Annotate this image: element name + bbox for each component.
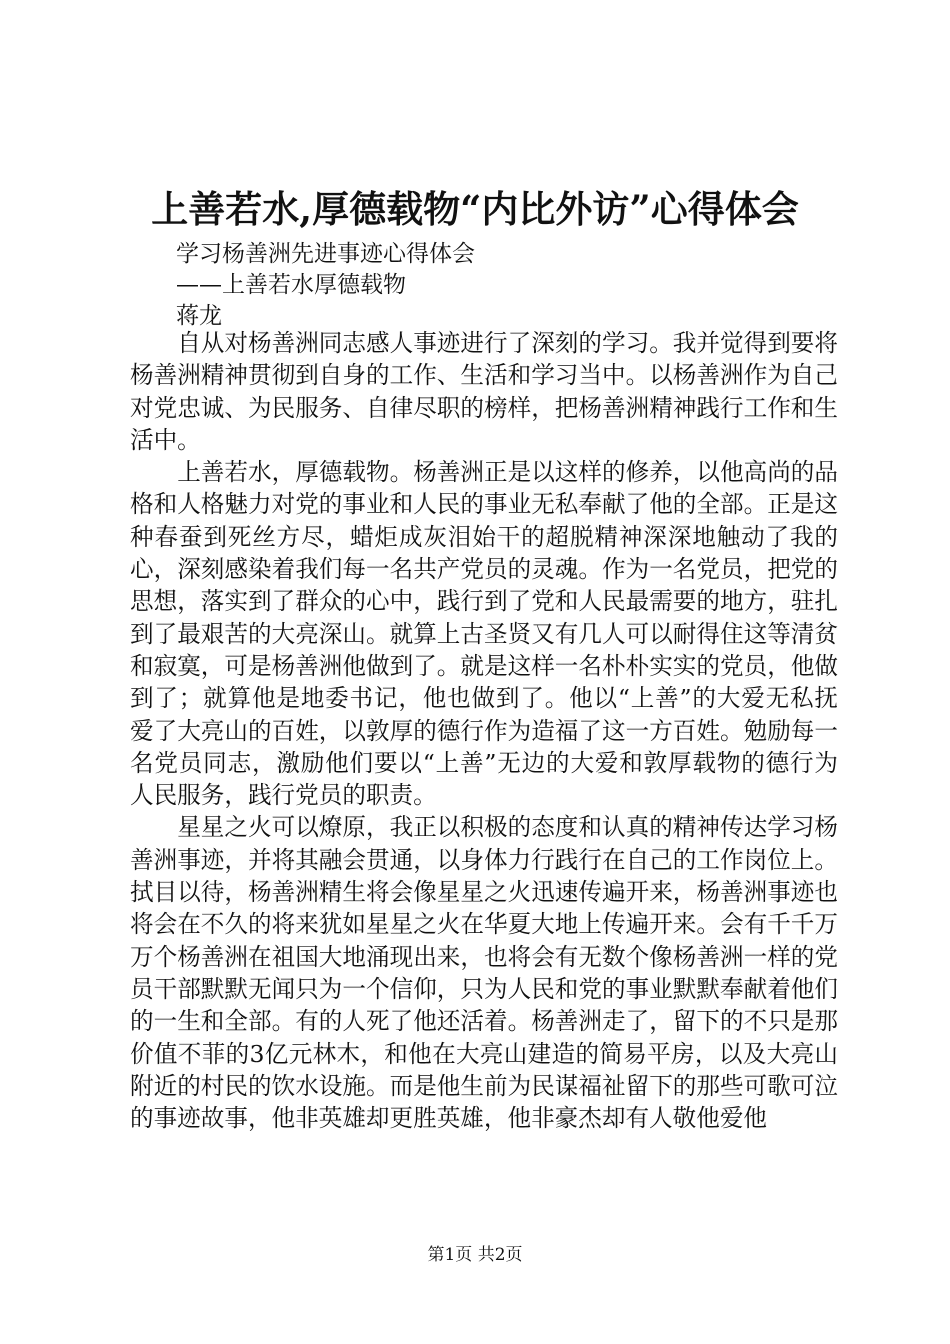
page-indicator: 第1页 共2页 [427,1245,523,1265]
document-title: 上善若水,厚德载物“内比外访”心得体会 [151,187,799,231]
body-paragraph-3: 星星之火可以燎原，我正以积极的态度和认真的精神传达学习杨善洲事迹，并将其融会贯通，以身体力行践行在自己的工作岗位上。拭目以待，杨善洲精生将会像星星之火迅速传遍开来，杨善洲事迹也将会在不久的将来犹如星星之火在华夏大地上传遍开来。会有千千万万个杨善洲在祖国大地涌现出来，也将会有无数个像杨善洲一样的党员干部默默无闻只为一个信仰，只为人民和党的事业默默奉献着他们的一生和全部。有的人死了他还活着。杨善洲走了，留下的不只是那价值不菲的3亿元林木，和他在大亮山建造的简易平房，以及大亮山附近的村民的饮水设施。而是他生前为民谋福祉留下的那些可歌可泣的事迹故事，他非英雄却更胜英雄，他非豪杰却有人敬他爱他 [130,813,838,1133]
body-paragraph-1: 自从对杨善洲同志感人事迹进行了深刻的学习。我并觉得到要将杨善洲精神贯彻到自身的工作、生活和学习当中。以杨善洲作为自己对党忠诚、为民服务、自律尽职的榜样，把杨善洲精神践行工作和生活中。 [130,329,838,454]
document-tagline: ——上善若水厚德载物 [176,272,406,298]
document-body [130,327,838,1134]
page-footer [0,1244,950,1266]
document-subtitle: 学习杨善洲先进事迹心得体会 [176,241,475,267]
body-paragraph-2: 上善若水，厚德载物。杨善洲正是以这样的修养，以他高尚的品格和人格魅力对党的事业和人民的事业无私奉献了他的全部。正是这种春蚕到死丝方尽，蜡炬成灰泪始干的超脱精神深深地触动了我的心，深刻感染着我们每一名共产党员的灵魂。作为一名党员，把党的思想，落实到了群众的心中，践行到了党和人民最需要的地方，驻扎到了最艰苦的大亮深山。就算上古圣贤又有几人可以耐得住这等清贫和寂寞，可是杨善洲他做到了。就是这样一名朴朴实实的党员，他做到了；就算他是地委书记，他也做到了。他以“上善”的大爱无私抚爱了大亮山的百姓，以敦厚的德行作为造福了这一方百姓。勉励每一名党员同志，激励他们要以“上善”无边的大爱和敦厚载物的德行为人民服务，践行党员的职责。 [130,458,838,810]
document-author: 蒋龙 [176,303,222,329]
